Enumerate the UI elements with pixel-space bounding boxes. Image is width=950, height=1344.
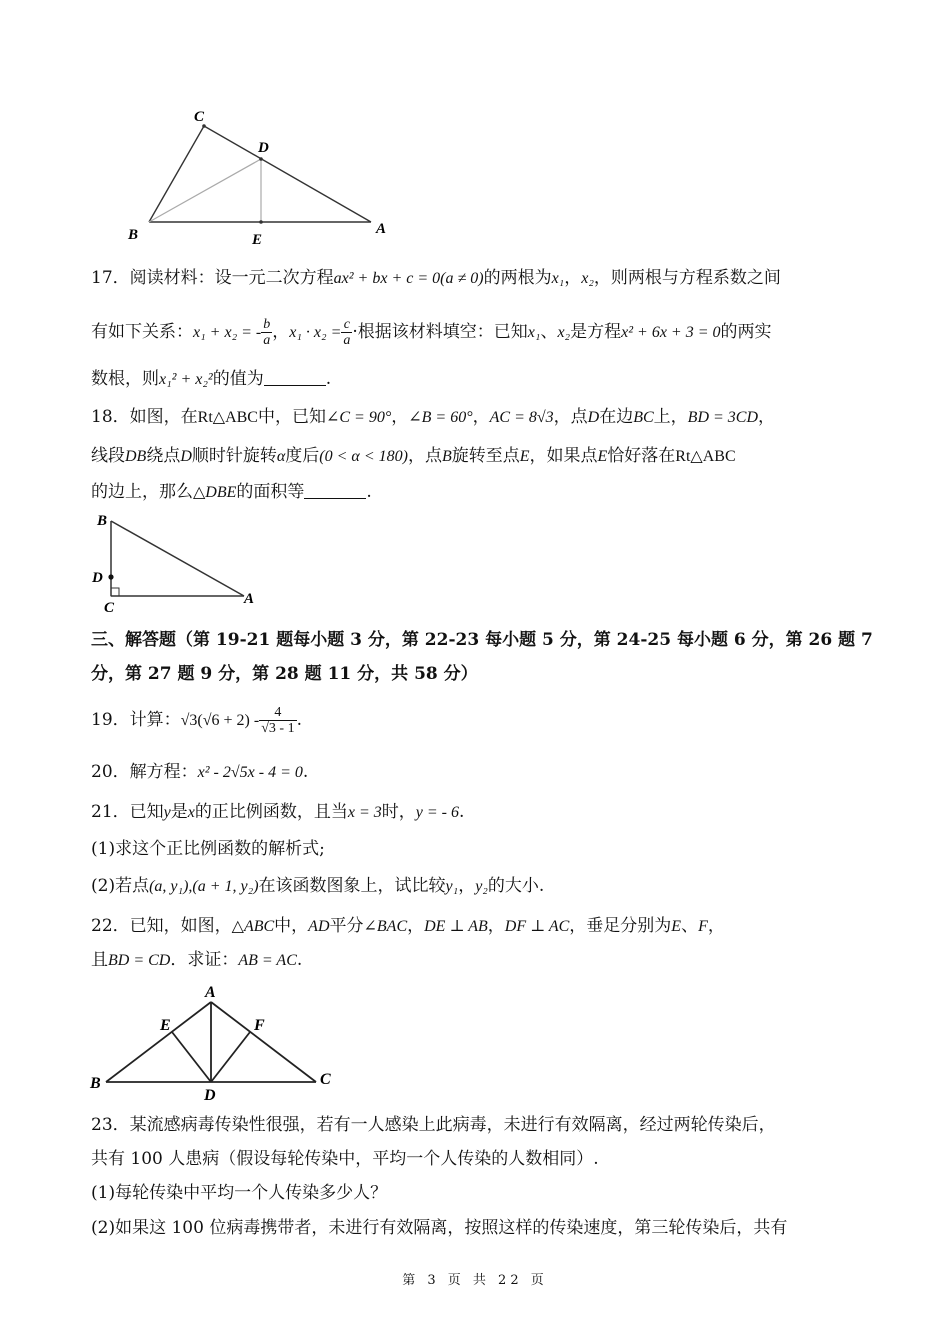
q18-ac: AC = 8√3 [489,409,554,426]
q18-point-b: B [441,448,452,465]
q18-answer-blank[interactable] [304,482,366,499]
q22-end: . [296,950,303,970]
q18-text-k: 旋转至点 [451,446,520,466]
q18-text-b: 中，已知 [257,407,326,427]
q23-part2: (2)如果这 100 位病毒携带者，未进行有效隔离，按照这样的传染速度，第三轮传染后，共有 [91,1218,788,1238]
q17-frac-c-a: $\frac{c}{a}$ [343,317,351,348]
q17-text-d: 有如下关系： [91,322,193,342]
q18-text-o: 的面积等 [236,482,305,502]
q21-text-g: 的大小. [487,876,545,896]
q17-equation: ax² + bx + c = 0 [333,270,441,287]
q18-range: (0 < α < 180) [319,448,408,465]
q21-cond-y: y = - 6 [415,804,459,821]
q18-text-l: ，如果点 [529,446,598,466]
segment-bd [149,159,261,222]
q22-f: F [698,918,708,935]
q17-end: . [325,369,332,389]
label-c: C [320,1071,331,1088]
q22-text-e: 且 [91,950,108,970]
q18-angle-c: ∠C = 90° [325,409,392,426]
q18-comma-3: ， [758,407,776,427]
q18-text-n: 的边上，那么 [91,482,193,502]
q19-line [91,702,860,739]
q22-ab-ac: AB = AC [238,952,297,969]
q22-dun: 、 [681,916,699,936]
q20-line [91,760,860,785]
segment-cb [149,126,204,222]
q17-x1b: x₁ [527,324,541,341]
q17-text-b: 的两根为 [483,268,552,288]
q17-answer-blank[interactable] [264,369,326,386]
q17-text-h: 数根，则 [91,369,159,389]
segment-ab [106,1002,211,1082]
q17-text-g: 的两实 [720,322,772,342]
q17-x1: x₁ [551,270,565,287]
q18-comma-1: ， [391,407,409,427]
q21-cond-x: x = 3 [347,804,382,821]
q18-text: 18．如图，在 [91,407,198,427]
q17-dun: 、 [540,322,558,342]
q17-frac-b-a: $\frac{b}{a}$ [263,317,271,348]
q21-text-f: 在该函数图象上，试比较 [258,876,446,896]
q22-df-perp: DF ⊥ AC [504,918,570,935]
q20-end: . [302,762,309,782]
q17-condition: (a ≠ 0) [440,270,484,287]
q21-line1 [91,800,860,825]
q18-text-c: ，点 [553,407,588,427]
q22-line2 [91,948,860,973]
q22-abc: △ABC [231,918,275,935]
q18-alpha: α [276,448,286,465]
q18-point-e-2: E [597,448,608,465]
q18-bc: BC [633,409,654,426]
q18-line2 [91,444,860,469]
point-e [259,220,263,224]
q22-text-c: 平分 [329,916,364,936]
label-c: C [104,600,115,616]
right-angle-mark [111,588,119,596]
figure-right-triangle [88,506,268,616]
q17-x2b: x₂ [557,324,571,341]
label-c: C [194,109,205,125]
label-f: F [254,1017,265,1034]
q18-point-d-2: D [180,448,192,465]
q18-dbe: △DBE [193,484,237,501]
q17-line3 [91,367,860,392]
q17-text: 17．阅读材料：设一元二次方程 [91,268,334,288]
q21-part2 [91,874,860,899]
q21-text-d: 时， [381,802,416,822]
q20-equation: x² - 2√5x - 4 = 0 [197,764,303,781]
q22-line1 [91,914,860,939]
q23-line2: 共有 100 人患病（假设每轮传染中，平均一个人传染的人数相同）. [91,1149,599,1169]
q18-text-m: 恰好落在 [607,446,676,466]
q21-y2: y₂ [475,878,488,895]
label-d: D [92,570,103,586]
q18-end: . [366,482,372,502]
q22-text-f: ．求证： [170,950,239,970]
q21-text-e: (2)若点 [91,876,150,896]
label-a: A [244,591,255,607]
q22-text: 22．已知，如图， [91,916,232,936]
q18-text-j: ，点 [407,446,442,466]
q21-text-c: 的正比例函数，且当 [194,802,348,822]
section-3-heading-line1: 三、解答题（第 19-21 题每小题 3 分，第 22-23 每小题 5 分，第 24-25 每小题 6 分，第 26 题 7 [91,630,873,650]
q21-end: . [459,802,465,822]
q19-fraction: $\frac{4}{√3 - 1}$ [261,705,295,736]
label-b: B [90,1075,101,1092]
q18-rt-abc: Rt△ABC [197,409,258,426]
q22-ad: AD [308,918,330,935]
q21-points: (a, y₁),(a + 1, y₂) [149,878,259,895]
label-d: D [204,1087,216,1104]
q22-bd-cd: BD = CD [108,952,171,969]
q18-comma-2: ， [472,407,490,427]
point-d [259,157,263,161]
q22-angle-bac: ∠BAC [363,918,408,935]
q21-comma: ， [458,876,476,896]
q17-sep: ， [564,268,582,288]
label-d: D [258,140,269,156]
q18-bd: BD = 3CD [687,409,759,426]
point-d [108,574,113,579]
q18-text-f: 线段 [91,446,125,466]
q17-sum-lhs: x₁ + x₂ = - [193,324,262,341]
q18-rt-abc-2: Rt△ABC [675,448,736,465]
figure-isosceles-triangle [86,980,346,1104]
q22-comma-3: ， [707,916,725,936]
section-3-heading-line2: 分，第 27 题 9 分，第 28 题 11 分，共 58 分） [91,664,478,684]
q17-x2: x₂ [581,270,594,287]
q17-text-f: 是方程 [570,322,622,342]
figure-triangle-cba [120,104,400,250]
q17-line1 [91,266,860,291]
q19-expression: √3(√6 + 2) - [180,712,260,729]
q18-text-d: 在边 [599,407,634,427]
q21-x: x [187,804,195,821]
q18-point-d: D [587,409,600,426]
q21-y1: y₁ [445,878,459,895]
q21-text: 21．已知 [91,802,164,822]
q18-line1 [91,405,860,430]
q22-de-perp: DE ⊥ AB [424,918,488,935]
q19-end: . [296,710,302,730]
label-e: E [160,1017,171,1034]
q22-text-b: 中， [274,916,309,936]
q22-e: E [671,918,682,935]
q18-text-g: 绕点 [146,446,181,466]
segment-ca [204,126,371,222]
label-b: B [128,227,139,243]
q23-part1: (1)每轮传染中平均一个人传染多少人？ [91,1183,388,1203]
segment-df [211,1032,250,1082]
q17-text-c: ，则两根与方程系数之间 [593,268,781,288]
label-e: E [252,232,263,248]
label-b: B [97,513,108,529]
q17-line2 [91,316,860,349]
q18-db: DB [125,448,147,465]
q17-prod-lhs: x₁ · x₂ = [289,324,342,341]
q21-y: y [163,804,171,821]
q22-comma-2: ， [487,916,505,936]
q17-comma: ， [272,322,290,342]
q21-part1: (1)求这个正比例函数的解析式; [91,839,325,859]
segment-de [172,1032,211,1082]
q19-label: 19．计算： [91,710,181,730]
q22-text-d: ，垂足分别为 [569,916,672,936]
q22-comma-1: ， [407,916,425,936]
q21-text-b: 是 [170,802,188,822]
q18-angle-b: ∠B = 60° [408,409,473,426]
q18-text-h: 顺时针旋转 [191,446,277,466]
q18-text-i: 度后 [285,446,320,466]
segment-ac [211,1002,316,1082]
q23-line1: 23．某流感病毒传染性很强，若有一人感染上此病毒，未进行有效隔离，经过两轮传染后， [91,1115,776,1135]
segment-ba [111,521,244,596]
q18-text-e: 上， [653,407,688,427]
q17-text-e: ·根据该材料填空：已知 [352,322,528,342]
page-footer: 第 3 页 共 22 页 [402,1273,548,1288]
q17-equation-2: x² + 6x + 3 = 0 [621,324,721,341]
q18-line3 [91,480,860,505]
label-a: A [205,984,216,1001]
q17-expression: x₁² + x₂² [159,371,213,388]
q20-label: 20．解方程： [91,762,198,782]
q17-text-i: 的值为 [212,369,264,389]
label-a: A [376,221,387,237]
q18-point-e: E [519,448,530,465]
